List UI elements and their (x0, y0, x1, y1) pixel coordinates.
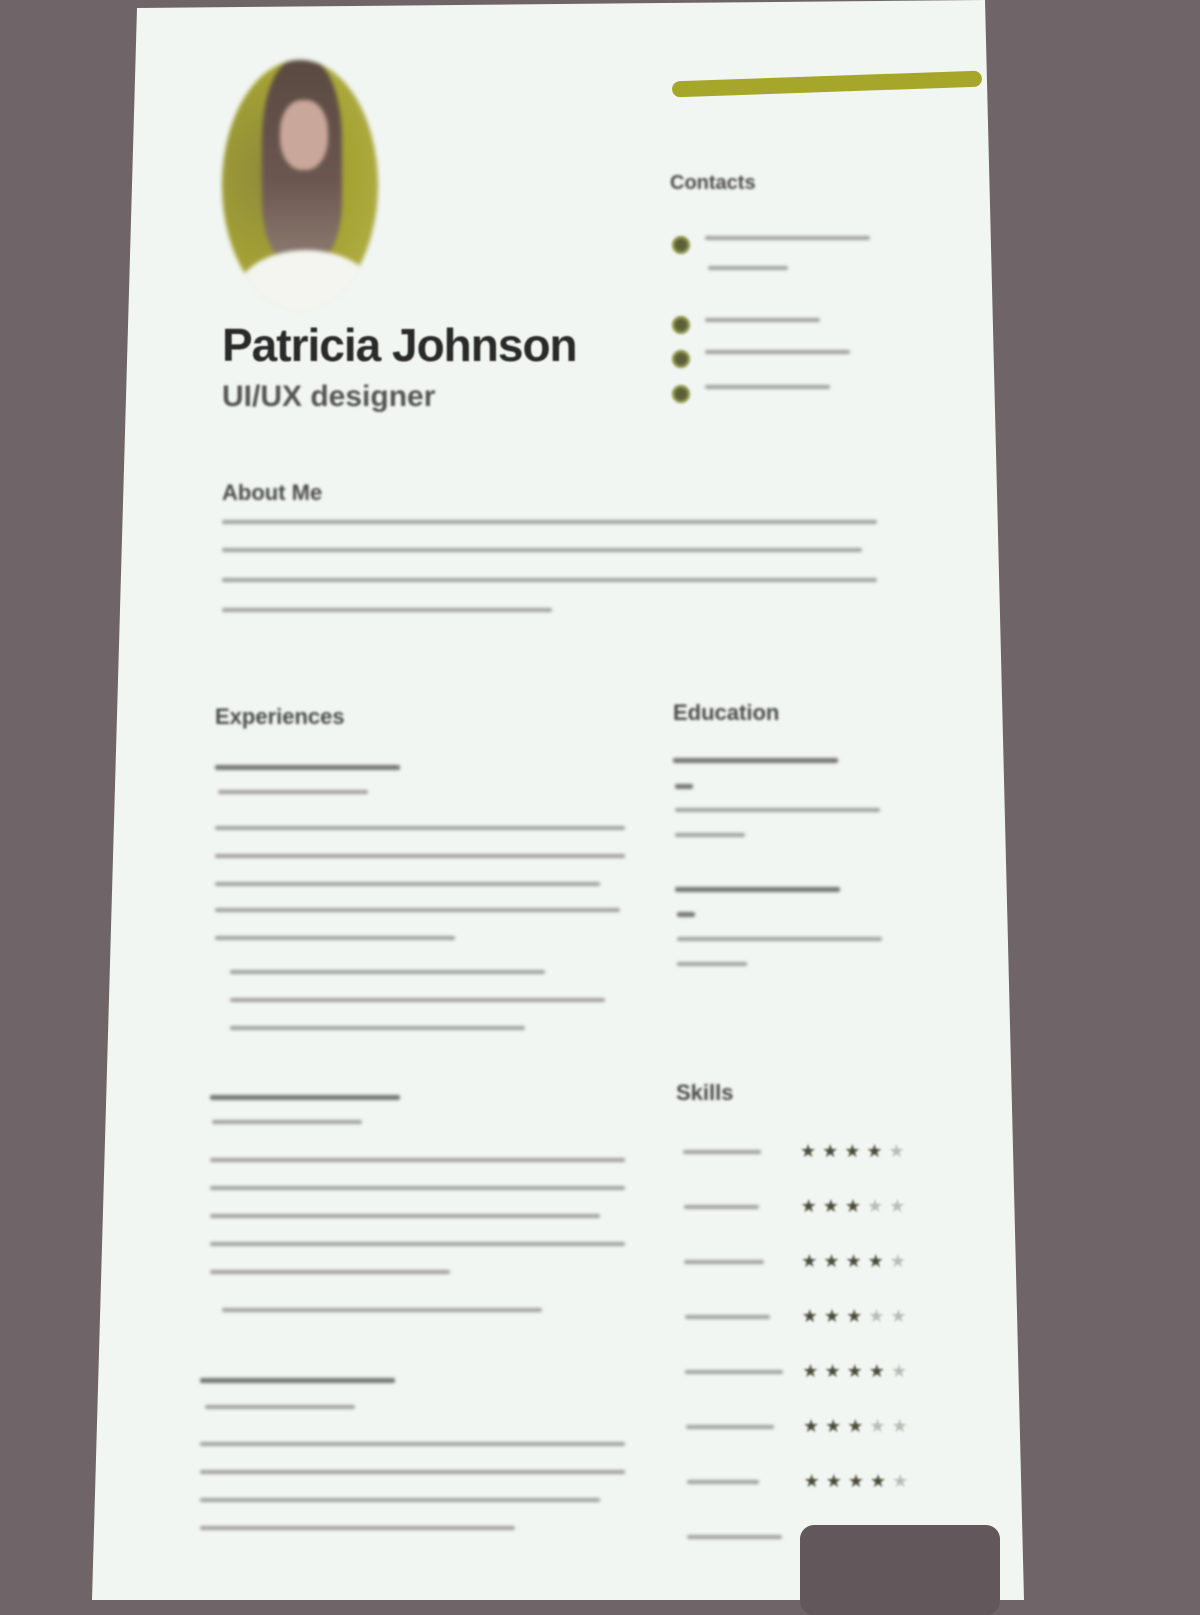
job-text-line (215, 826, 625, 830)
email-icon (672, 350, 690, 368)
skills-heading: Skills (676, 1080, 734, 1105)
resume-name: Patricia Johnson (222, 319, 577, 371)
job-text-line (200, 1470, 625, 1474)
phone-icon (672, 316, 690, 334)
skill-rating-stars: ★★★★★ (801, 1306, 913, 1326)
company-line (212, 1120, 362, 1124)
job-text-line (200, 1526, 515, 1530)
school-line (675, 808, 880, 812)
job-bullet-line (230, 1026, 525, 1030)
contact-address-line (705, 236, 870, 240)
contact-website-line (705, 385, 830, 389)
job-text-line (200, 1498, 600, 1502)
school-years-line (675, 833, 745, 837)
job-text-line (210, 1158, 625, 1162)
profile-photo (222, 60, 378, 310)
photo-shirt (236, 250, 376, 310)
degree-line (677, 912, 695, 917)
skill-label-line (687, 1480, 759, 1484)
about-heading: About Me (222, 480, 323, 505)
job-text-line (215, 854, 625, 858)
job-title-line (210, 1095, 400, 1100)
location-icon (672, 236, 690, 254)
skill-label-line (684, 1260, 764, 1264)
skill-label-line (687, 1535, 782, 1539)
company-line (218, 790, 368, 794)
job-text-line (215, 936, 455, 940)
website-icon (672, 385, 690, 403)
degree-line (673, 758, 838, 763)
job-text-line (200, 1442, 625, 1446)
skill-rating-stars: ★★★★★ (802, 1361, 914, 1381)
contact-email-line (705, 350, 850, 354)
foreground-obstruction (800, 1525, 1000, 1615)
skill-label-line (684, 1205, 759, 1209)
skill-rating-stars: ★★★★★ (800, 1141, 911, 1161)
about-text-line (222, 578, 877, 582)
skill-rating-stars: ★★★★★ (803, 1471, 915, 1491)
contact-address-line (708, 266, 788, 270)
job-title-line (200, 1378, 395, 1383)
job-title-line (215, 765, 400, 770)
skill-rating-stars: ★★★★★ (803, 1416, 914, 1436)
company-line (205, 1405, 355, 1409)
skill-label-line (685, 1370, 783, 1374)
job-text-line (210, 1186, 625, 1190)
contact-phone-line (705, 318, 820, 322)
skill-rating-stars: ★★★★★ (800, 1196, 912, 1216)
job-text-line (210, 1270, 450, 1274)
education-heading: Education (673, 700, 780, 725)
about-text-line (222, 520, 877, 524)
about-text-line (222, 608, 552, 612)
skill-rating-stars: ★★★★★ (801, 1251, 912, 1271)
resume-role: UI/UX designer (222, 380, 436, 413)
skill-label-line (686, 1425, 774, 1429)
photo-face (280, 100, 328, 170)
job-bullet-line (230, 970, 545, 974)
skill-label-line (685, 1315, 770, 1319)
job-bullet-line (230, 998, 605, 1002)
skill-label-line (683, 1150, 761, 1154)
job-text-line (210, 1242, 625, 1246)
experiences-heading: Experiences (215, 704, 345, 729)
job-text-line (210, 1214, 600, 1218)
job-text-line (215, 908, 620, 912)
job-text-line (215, 882, 600, 886)
contacts-heading: Contacts (670, 172, 756, 194)
about-text-line (222, 548, 862, 552)
school-line (677, 937, 882, 941)
degree-line (675, 887, 840, 892)
job-bullet-line (222, 1308, 542, 1312)
degree-line (675, 784, 693, 789)
school-years-line (677, 962, 747, 966)
